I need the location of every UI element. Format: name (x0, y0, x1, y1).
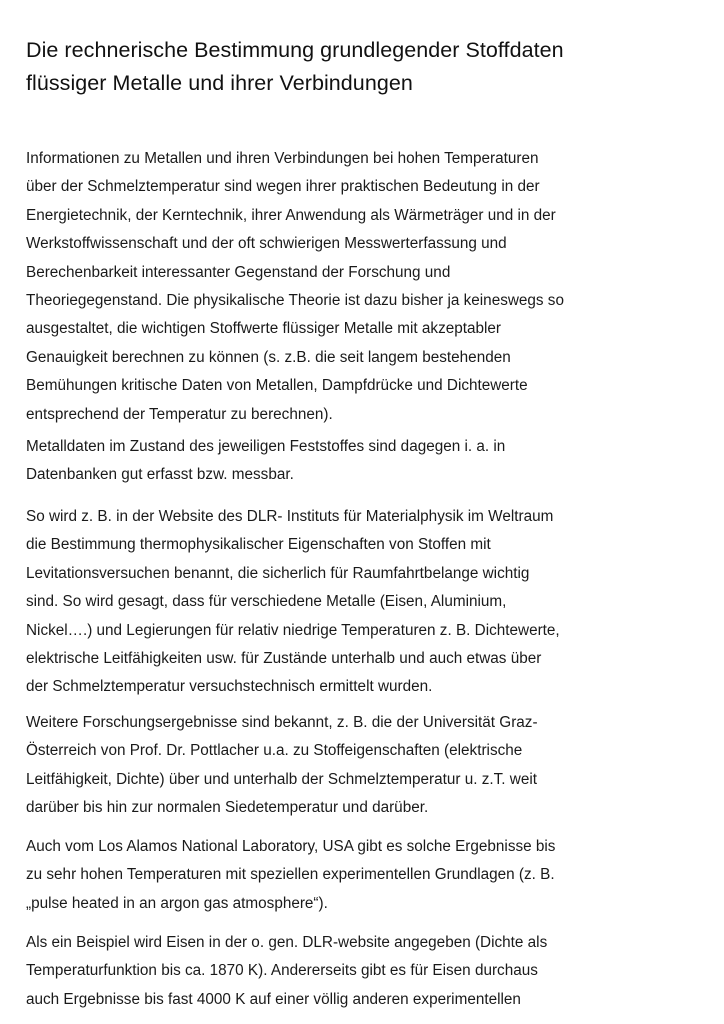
text-line: Weitere Forschungsergebnisse sind bekannt, z. B. die der Universität Graz- (26, 714, 538, 731)
text-line: Auch vom Los Alamos National Laboratory, USA gibt es solche Ergebnisse bis (26, 838, 556, 855)
text-line: Werkstoffwissenschaft und der oft schwierigen Messwerterfassung und (26, 235, 507, 253)
title-line: Die rechnerische Bestimmung grundlegender Stoffdaten (26, 38, 564, 62)
text-line: die Bestimmung thermophysikalischer Eigenschaften von Stoffen mit (26, 536, 491, 554)
text-line: ausgestaltet, die wichtigen Stoffwerte flüssiger Metalle mit akzeptabler (26, 320, 502, 338)
paragraph-iron-example (26, 929, 716, 1014)
text-line: Theoriegegenstand. Die physikalische Theorie ist dazu bisher ja keineswegs so (26, 292, 564, 310)
text-line: Metalldaten im Zustand des jeweiligen Feststoffes sind dagegen i. a. in (26, 438, 506, 455)
text-line: Informationen zu Metallen und ihren Verbindungen bei hohen Temperaturen (26, 150, 539, 167)
text-line: der Schmelztemperatur versuchstechnisch ermittelt wurden. (26, 678, 433, 696)
text-line: sind. So wird gesagt, dass für verschiedene Metalle (Eisen, Aluminium, (26, 593, 507, 611)
text-line: auch Ergebnisse bis fast 4000 K auf einer völlig anderen experimentellen (26, 990, 521, 1008)
document-title (26, 34, 706, 100)
text-line: Als ein Beispiel wird Eisen in der o. gen. DLR-website angegeben (Dichte als (26, 934, 548, 951)
text-line: elektrische Leitfähigkeiten usw. für Zustände unterhalb und auch etwas über (26, 650, 542, 668)
text-line: über der Schmelztemperatur sind wegen ihrer praktischen Bedeutung in der (26, 178, 540, 196)
text-line: „pulse heated in an argon gas atmosphere“). (26, 894, 328, 912)
text-line: Leitfähigkeit, Dichte) über und unterhalb der Schmelztemperatur u. z.T. weit (26, 770, 538, 788)
text-line: Berechenbarkeit interessanter Gegenstand der Forschung und (26, 263, 451, 281)
text-line: Österreich von Prof. Dr. Pottlacher u.a. zu Stoffeigenschaften (elektrische (26, 742, 523, 760)
text-line: Nickel….) und Legierungen für relativ niedrige Temperaturen z. B. Dichtewerte, (26, 621, 560, 639)
text-line: Levitationsversuchen benannt, die sicherlich für Raumfahrtbelange wichtig (26, 564, 530, 582)
text-line: Bemühungen kritische Daten von Metallen, Dampfdrücke und Dichtewerte (26, 377, 528, 395)
text-line: Genauigkeit berechnen zu können (s. z.B. die seit langem bestehenden (26, 348, 511, 366)
text-line: darüber bis hin zur normalen Siedetemperatur und darüber. (26, 799, 429, 817)
title-line: flüssiger Metalle und ihrer Verbindungen (26, 71, 413, 95)
text-line: Temperaturfunktion bis ca. 1870 K). Andererseits gibt es für Eisen durchaus (26, 962, 538, 980)
text-line: Datenbanken gut erfasst bzw. messbar. (26, 466, 294, 484)
paragraph-solid-data (26, 433, 716, 490)
paragraph-dlr (26, 503, 716, 702)
paragraph-intro (26, 145, 716, 429)
paragraph-graz (26, 709, 716, 823)
text-line: zu sehr hohen Temperaturen mit speziellen experimentellen Grundlagen (z. B. (26, 866, 555, 884)
text-line: entsprechend der Temperatur zu berechnen). (26, 405, 333, 423)
text-line: Energietechnik, der Kerntechnik, ihrer Anwendung als Wärmeträger und in der (26, 206, 556, 224)
paragraph-los-alamos (26, 833, 716, 918)
text-line: So wird z. B. in der Website des DLR- Instituts für Materialphysik im Weltraum (26, 508, 554, 525)
